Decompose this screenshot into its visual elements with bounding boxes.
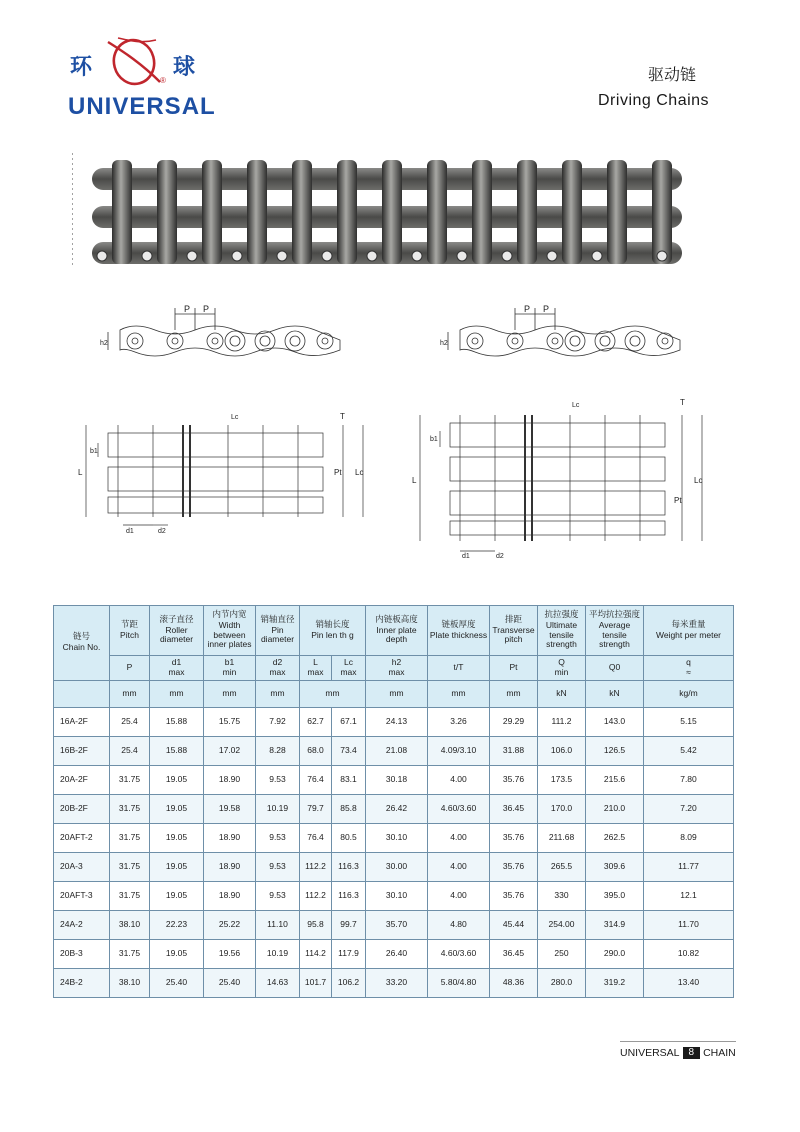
table-cell: 5.80/4.80 [428, 969, 490, 998]
table-cell: 116.3 [332, 853, 366, 882]
t-label-right: T [680, 398, 685, 407]
table-cell: 25.40 [150, 969, 204, 998]
table-cell: 18.90 [204, 853, 256, 882]
table-cell: 262.5 [586, 824, 644, 853]
b1-label-right: b1 [430, 436, 438, 443]
unit-ultimate: kN [538, 681, 586, 708]
table-cell: 95.8 [300, 911, 332, 940]
table-cell: 36.45 [490, 940, 538, 969]
table-cell: 126.5 [586, 737, 644, 766]
length-label-right: L [412, 476, 417, 485]
unit-chain [54, 681, 110, 708]
table-cell: 254.00 [538, 911, 586, 940]
pitch-label-4: P [543, 304, 550, 314]
chain-top-diagram-duplex [78, 405, 373, 535]
symbol-weight: q ≈ [644, 656, 734, 681]
symbol-q0: Q0 [586, 656, 644, 681]
table-cell: 8.09 [644, 824, 734, 853]
table-row [54, 969, 734, 998]
table-cell: 62.7 [300, 708, 332, 737]
table-cell: 19.05 [150, 882, 204, 911]
table-cell: 106.2 [332, 969, 366, 998]
table-cell: 25.4 [110, 737, 150, 766]
chain-number-cell: 20B-2F [54, 795, 110, 824]
lc-label-top: Lc [231, 414, 239, 421]
unit-average: kN [586, 681, 644, 708]
table-row [54, 737, 734, 766]
table-cell: 9.53 [256, 882, 300, 911]
length-label: L [78, 468, 83, 477]
table-cell: 24.13 [366, 708, 428, 737]
table-cell: 35.76 [490, 882, 538, 911]
table-cell: 114.2 [300, 940, 332, 969]
symbol-pt: Pt [490, 656, 538, 681]
chain-number-cell: 20B-3 [54, 940, 110, 969]
table-cell: 215.6 [586, 766, 644, 795]
table-cell: 265.5 [538, 853, 586, 882]
table-cell: 210.0 [586, 795, 644, 824]
unit-pin-length: mm [300, 681, 366, 708]
symbol-q: Q min [538, 656, 586, 681]
header-ultimate: 抗拉强度 Ultimate tensile strength [538, 606, 586, 656]
lc-label: Lc [355, 468, 364, 477]
table-cell: 19.05 [150, 795, 204, 824]
table-cell: 9.53 [256, 853, 300, 882]
table-cell: 11.77 [644, 853, 734, 882]
table-cell: 18.90 [204, 882, 256, 911]
table-cell: 36.45 [490, 795, 538, 824]
table-cell: 4.00 [428, 766, 490, 795]
table-cell: 73.4 [332, 737, 366, 766]
header-pin-length: 销轴长度 Pin len th g [300, 606, 366, 656]
table-cell: 5.42 [644, 737, 734, 766]
header-chain: 链号 Chain No. [54, 606, 110, 681]
table-cell: 35.76 [490, 824, 538, 853]
table-cell: 290.0 [586, 940, 644, 969]
table-cell: 330 [538, 882, 586, 911]
table-cell: 112.2 [300, 882, 332, 911]
chain-top-diagram-triplex [410, 393, 710, 558]
table-cell: 250 [538, 940, 586, 969]
table-cell: 79.7 [300, 795, 332, 824]
table-cell: 280.0 [538, 969, 586, 998]
d1-label-right: d1 [462, 553, 470, 558]
symbol-p: P [110, 656, 150, 681]
table-cell: 33.20 [366, 969, 428, 998]
table-cell: 45.44 [490, 911, 538, 940]
table-cell: 68.0 [300, 737, 332, 766]
d1-label: d1 [126, 528, 134, 535]
table-cell: 7.92 [256, 708, 300, 737]
table-cell: 9.53 [256, 824, 300, 853]
d2-label-right: d2 [496, 553, 504, 558]
table-cell: 116.3 [332, 882, 366, 911]
pitch-label-1: P [184, 304, 191, 314]
table-cell: 12.1 [644, 882, 734, 911]
table-cell: 31.75 [110, 940, 150, 969]
unit-plate-depth: mm [366, 681, 428, 708]
table-cell: 4.80 [428, 911, 490, 940]
table-cell: 76.4 [300, 824, 332, 853]
table-cell: 309.6 [586, 853, 644, 882]
unit-plate-thickness: mm [428, 681, 490, 708]
symbol-d2: d2 max [256, 656, 300, 681]
header-average: 平均抗拉强度 Average tensile strength [586, 606, 644, 656]
table-cell: 30.10 [366, 882, 428, 911]
table-cell: 173.5 [538, 766, 586, 795]
table-cell: 19.58 [204, 795, 256, 824]
symbol-b1: b1 min [204, 656, 256, 681]
table-cell: 10.19 [256, 940, 300, 969]
header-roller: 滚子直径 Roller diameter [150, 606, 204, 656]
table-cell: 11.10 [256, 911, 300, 940]
table-cell: 14.63 [256, 969, 300, 998]
table-cell: 26.42 [366, 795, 428, 824]
table-cell: 19.05 [150, 853, 204, 882]
brand-cn-right: 球 [173, 55, 196, 80]
brand-name: UNIVERSAL [68, 93, 216, 120]
table-cell: 80.5 [332, 824, 366, 853]
table-cell: 15.88 [150, 737, 204, 766]
chain-number-cell: 24A-2 [54, 911, 110, 940]
header-pitch: 节距 Pitch [110, 606, 150, 656]
chain-number-cell: 20A-3 [54, 853, 110, 882]
table-cell: 35.76 [490, 766, 538, 795]
table-cell: 4.09/3.10 [428, 737, 490, 766]
pt-label-right: Pt [674, 496, 682, 505]
header-plate-thickness: 链板厚度 Plate thickness [428, 606, 490, 656]
symbol-l: L max [300, 656, 332, 681]
table-row [54, 853, 734, 882]
table-cell: 99.7 [332, 911, 366, 940]
table-cell: 31.75 [110, 882, 150, 911]
table-row [54, 882, 734, 911]
unit-transverse: mm [490, 681, 538, 708]
symbol-h2: h2 max [366, 656, 428, 681]
table-row [54, 911, 734, 940]
header-plate-depth: 内链板高度 Inner plate depth [366, 606, 428, 656]
header-transverse: 排距 Transverse pitch [490, 606, 538, 656]
table-cell: 26.40 [366, 940, 428, 969]
d2-label: d2 [158, 528, 166, 535]
unit-pin-diameter: mm [256, 681, 300, 708]
table-cell: 117.9 [332, 940, 366, 969]
h2-label: h2 [100, 340, 108, 347]
table-cell: 143.0 [586, 708, 644, 737]
table-cell: 31.75 [110, 824, 150, 853]
table-cell: 7.20 [644, 795, 734, 824]
table-cell: 395.0 [586, 882, 644, 911]
table-row [54, 766, 734, 795]
table-cell: 10.82 [644, 940, 734, 969]
table-cell: 31.75 [110, 853, 150, 882]
table-cell: 21.08 [366, 737, 428, 766]
table-cell: 31.75 [110, 766, 150, 795]
table-row [54, 824, 734, 853]
table-cell: 4.60/3.60 [428, 795, 490, 824]
pt-label: Pt [334, 468, 342, 477]
table-cell: 83.1 [332, 766, 366, 795]
globe-logo-icon [104, 30, 164, 92]
table-cell: 106.0 [538, 737, 586, 766]
table-cell: 112.2 [300, 853, 332, 882]
table-cell: 319.2 [586, 969, 644, 998]
unit-roller: mm [150, 681, 204, 708]
page-title-en: Driving Chains [598, 92, 710, 109]
table-cell: 29.29 [490, 708, 538, 737]
table-cell: 30.18 [366, 766, 428, 795]
b1-label: b1 [90, 448, 98, 455]
chain-photo [72, 148, 692, 278]
chain-number-cell: 20A-2F [54, 766, 110, 795]
table-cell: 19.05 [150, 824, 204, 853]
table-cell: 48.36 [490, 969, 538, 998]
table-cell: 8.28 [256, 737, 300, 766]
footer-chain: CHAIN [703, 1047, 736, 1059]
pitch-label-3: P [524, 304, 531, 314]
table-cell: 11.70 [644, 911, 734, 940]
unit-width: mm [204, 681, 256, 708]
header-width: 内节内宽 Width between inner plates [204, 606, 256, 656]
table-cell: 4.00 [428, 882, 490, 911]
unit-weight: kg/m [644, 681, 734, 708]
table-cell: 38.10 [110, 911, 150, 940]
table-cell: 25.22 [204, 911, 256, 940]
t-label: T [340, 412, 345, 421]
footer-brand: UNIVERSAL [620, 1047, 680, 1059]
table-row [54, 940, 734, 969]
table-cell: 17.02 [204, 737, 256, 766]
table-cell: 111.2 [538, 708, 586, 737]
symbol-d1: d1 max [150, 656, 204, 681]
symbol-lc: Lc max [332, 656, 366, 681]
spec-table [53, 605, 734, 998]
chain-number-cell: 20AFT-2 [54, 824, 110, 853]
page-number: 8 [683, 1047, 701, 1059]
table-cell: 25.40 [204, 969, 256, 998]
table-cell: 101.7 [300, 969, 332, 998]
footer [620, 1047, 736, 1059]
table-cell: 18.90 [204, 766, 256, 795]
table-cell: 25.4 [110, 708, 150, 737]
table-row [54, 795, 734, 824]
lc-label-right: Lc [694, 476, 703, 485]
chain-number-cell: 16A-2F [54, 708, 110, 737]
table-cell: 4.60/3.60 [428, 940, 490, 969]
lc-label-top-right: Lc [572, 402, 580, 409]
table-cell: 4.00 [428, 824, 490, 853]
table-cell: 170.0 [538, 795, 586, 824]
table-cell: 35.76 [490, 853, 538, 882]
brand-cn-left: 环 [70, 55, 95, 80]
table-cell: 13.40 [644, 969, 734, 998]
table-cell: 22.23 [150, 911, 204, 940]
table-cell: 9.53 [256, 766, 300, 795]
table-cell: 19.56 [204, 940, 256, 969]
table-cell: 67.1 [332, 708, 366, 737]
table-cell: 30.00 [366, 853, 428, 882]
table-cell: 4.00 [428, 853, 490, 882]
table-cell: 5.15 [644, 708, 734, 737]
table-cell: 85.8 [332, 795, 366, 824]
table-cell: 7.80 [644, 766, 734, 795]
chain-number-cell: 24B-2 [54, 969, 110, 998]
table-cell: 19.05 [150, 940, 204, 969]
chain-number-cell: 20AFT-3 [54, 882, 110, 911]
table-cell: 18.90 [204, 824, 256, 853]
table-cell: 31.88 [490, 737, 538, 766]
table-cell: 314.9 [586, 911, 644, 940]
page-title-cn: 驱动链 [648, 65, 697, 84]
header-weight: 每米重量 Weight per meter [644, 606, 734, 656]
h2-label-right: h2 [440, 340, 448, 347]
chain-side-diagram-left [100, 300, 350, 370]
unit-pitch: mm [110, 681, 150, 708]
table-cell: 76.4 [300, 766, 332, 795]
table-cell: 15.75 [204, 708, 256, 737]
table-cell: 10.19 [256, 795, 300, 824]
table-cell: 19.05 [150, 766, 204, 795]
table-cell: 38.10 [110, 969, 150, 998]
table-cell: 3.26 [428, 708, 490, 737]
table-row [54, 708, 734, 737]
pitch-label-2: P [203, 304, 210, 314]
table-cell: 15.88 [150, 708, 204, 737]
chain-side-diagram-right [440, 300, 690, 370]
table-cell: 31.75 [110, 795, 150, 824]
header-pin-diameter: 销轴直径 Pin diameter [256, 606, 300, 656]
symbol-t: t/T [428, 656, 490, 681]
table-cell: 211.68 [538, 824, 586, 853]
registered-mark: ® [160, 76, 166, 85]
chain-number-cell: 16B-2F [54, 737, 110, 766]
table-cell: 35.70 [366, 911, 428, 940]
table-cell: 30.10 [366, 824, 428, 853]
